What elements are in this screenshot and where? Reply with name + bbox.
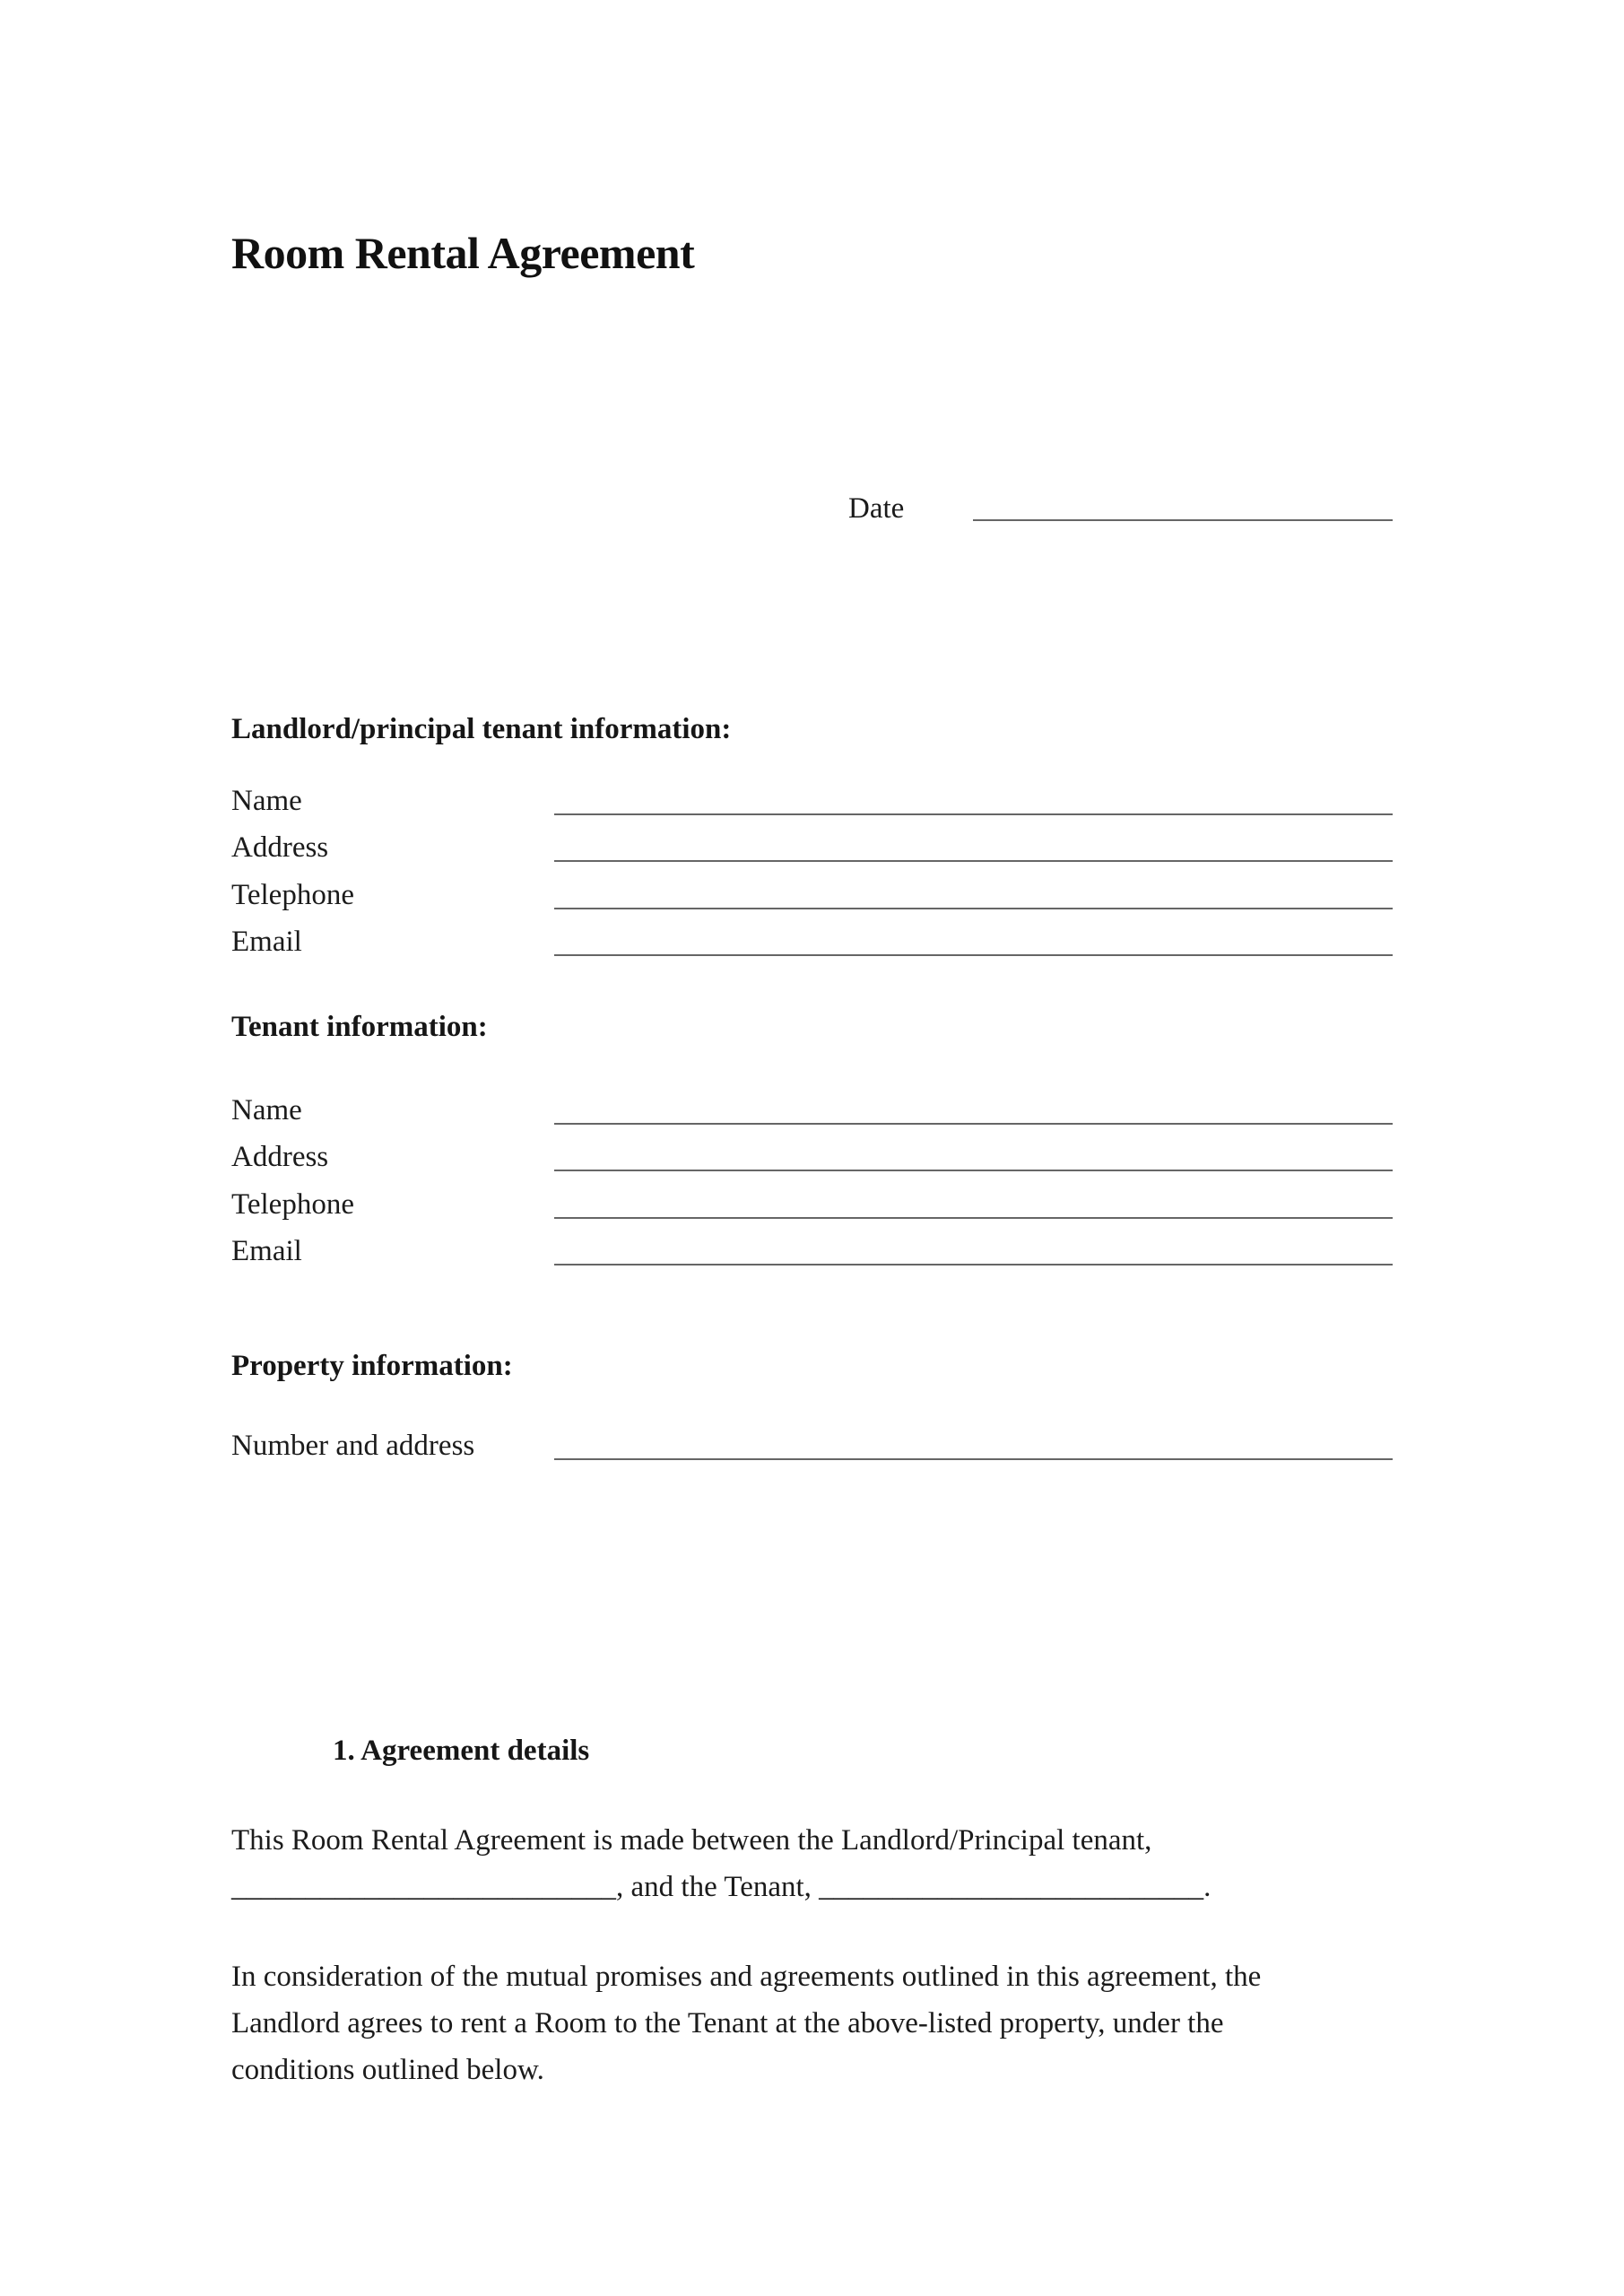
- property-section-heading: Property information:: [231, 1350, 513, 1382]
- landlord-telephone-label: Telephone: [231, 879, 354, 911]
- paragraph-line-with-blanks: __________________________, and the Tenant, __________________________.: [231, 1871, 1211, 1903]
- agreement-consideration-paragraph: [231, 1953, 1261, 2093]
- landlord-section-heading: Landlord/principal tenant information:: [231, 713, 732, 745]
- landlord-address-field-line[interactable]: [554, 830, 1393, 862]
- tenant-telephone-label: Telephone: [231, 1188, 354, 1221]
- landlord-email-label: Email: [231, 926, 302, 958]
- landlord-email-field-line[interactable]: [554, 924, 1393, 956]
- property-address-field-line[interactable]: [554, 1428, 1393, 1460]
- document-title: Room Rental Agreement: [231, 228, 695, 278]
- tenant-telephone-field-line[interactable]: [554, 1187, 1393, 1219]
- landlord-name-field-line[interactable]: [554, 783, 1393, 815]
- tenant-email-label: Email: [231, 1235, 302, 1267]
- landlord-address-label: Address: [231, 831, 329, 864]
- landlord-name-label: Name: [231, 785, 302, 817]
- date-label: Date: [848, 492, 905, 525]
- tenant-name-field-line[interactable]: [554, 1092, 1393, 1125]
- landlord-telephone-field-line[interactable]: [554, 877, 1393, 909]
- paragraph-line: conditions outlined below.: [231, 2054, 544, 2086]
- tenant-section-heading: Tenant information:: [231, 1011, 488, 1043]
- property-address-label: Number and address: [231, 1430, 475, 1462]
- agreement-intro-paragraph: [231, 1817, 1211, 1910]
- date-field-line[interactable]: [973, 489, 1393, 521]
- agreement-details-heading: 1. Agreement details: [333, 1735, 590, 1767]
- tenant-email-field-line[interactable]: [554, 1233, 1393, 1265]
- paragraph-line: In consideration of the mutual promises and agreements outlined in this agreement, the: [231, 1961, 1262, 1993]
- paragraph-line: Landlord agrees to rent a Room to the Tenant at the above-listed property, under the: [231, 2007, 1224, 2039]
- tenant-name-label: Name: [231, 1094, 302, 1126]
- paragraph-line: This Room Rental Agreement is made between the Landlord/Principal tenant,: [231, 1824, 1152, 1857]
- tenant-address-label: Address: [231, 1141, 329, 1173]
- tenant-address-field-line[interactable]: [554, 1139, 1393, 1171]
